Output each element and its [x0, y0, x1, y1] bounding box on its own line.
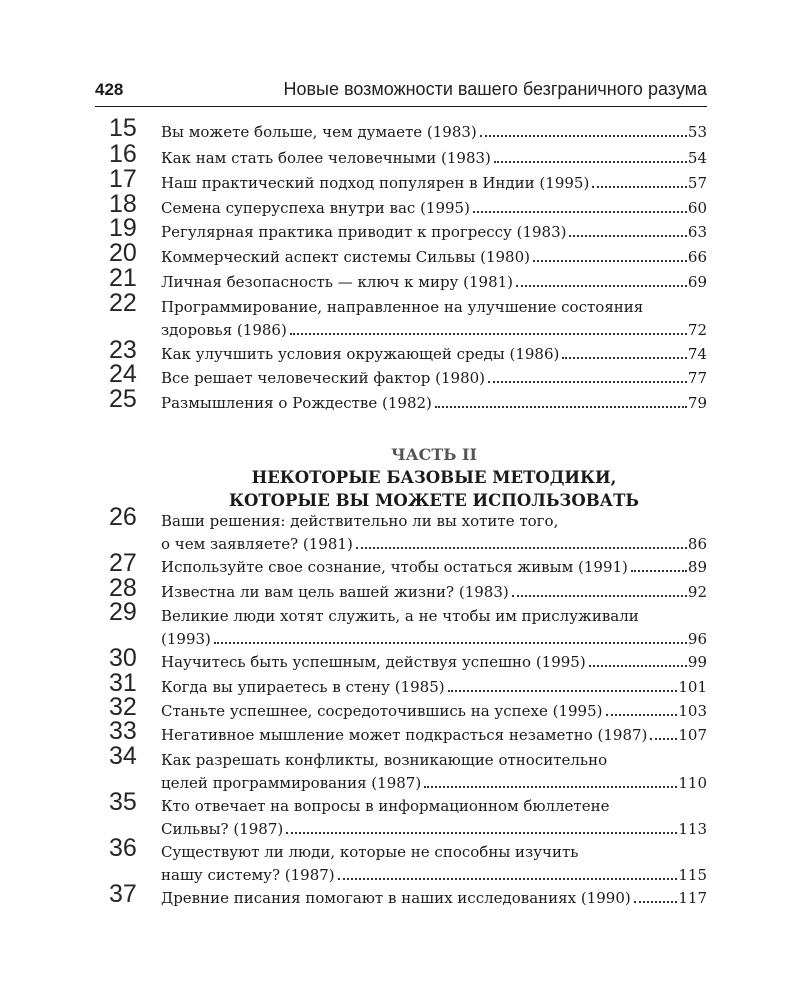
dot-leader — [512, 595, 687, 597]
page-ref: 110 — [678, 774, 707, 792]
dot-leader — [494, 161, 687, 163]
page-ref: 96 — [687, 630, 707, 648]
dot-leader — [589, 665, 687, 667]
chapter-title-line1: Кто отвечает на вопросы в информационном бюллетене — [161, 797, 610, 815]
dot-leader — [631, 570, 687, 572]
chapter-title: Наш практический подход популярен в Индии (1995) — [161, 174, 590, 192]
dot-leader — [562, 357, 687, 359]
chapter-number: 23 — [109, 336, 137, 364]
dot-leader — [286, 832, 677, 834]
chapter-title: Вы можете больше, чем думаете (1983) — [161, 123, 477, 141]
page-ref: 63 — [687, 223, 707, 241]
dot-leader — [606, 714, 678, 716]
chapter-number: 27 — [109, 549, 137, 577]
chapter-title: Станьте успешнее, сосредоточившись на успехе (1995) — [161, 702, 603, 720]
page-ref: 54 — [687, 149, 707, 167]
page-number: 428 — [95, 80, 124, 99]
dot-leader — [356, 547, 687, 549]
chapter-title-line1: Программирование, направленное на улучшение состояния — [161, 298, 644, 316]
part-label: ЧАСТЬ II — [390, 445, 478, 464]
page-ref: 72 — [687, 321, 707, 339]
chapter-number: 26 — [109, 503, 137, 531]
page-ref: 66 — [687, 248, 707, 266]
page-ref: 86 — [687, 535, 707, 553]
chapter-title: Негативное мышление может подкрасться незаметно (1987) — [161, 726, 648, 744]
chapter-title: Регулярная практика приводит к прогрессу (1983) — [161, 223, 567, 241]
chapter-title-line1: Существуют ли люди, которые не способны изучить — [161, 843, 579, 861]
page-ref: 74 — [687, 345, 707, 363]
chapter-title: Известна ли вам цель вашей жизни? (1983) — [161, 583, 509, 601]
chapter-number: 28 — [109, 574, 137, 602]
page-ref: 113 — [678, 820, 707, 838]
page-ref: 77 — [687, 369, 707, 387]
part-heading — [160, 444, 708, 512]
dot-leader — [214, 642, 687, 644]
chapter-title: Размышления о Рождестве (1982) — [161, 394, 432, 412]
part-title-line2: КОТОРЫЕ ВЫ МОЖЕТЕ ИСПОЛЬЗОВАТЬ — [228, 491, 639, 510]
page-ref: 53 — [687, 123, 707, 141]
chapter-title: (1993) — [161, 630, 211, 648]
chapter-title-line1: Ваши решения: действительно ли вы хотите того, — [161, 512, 559, 530]
chapter-number: 35 — [109, 788, 137, 816]
chapter-number: 20 — [109, 239, 137, 267]
chapter-title: о чем заявляете? (1981) — [161, 535, 353, 553]
chapter-number: 18 — [109, 190, 137, 218]
dot-leader — [480, 135, 687, 137]
chapter-number: 37 — [109, 880, 137, 908]
chapter-title: Когда вы упираетесь в стену (1985) — [161, 678, 445, 696]
chapter-title: Как нам стать более человечными (1983) — [161, 149, 491, 167]
page-ref: 79 — [687, 394, 707, 412]
chapter-title-line1: Как разрешать конфликты, возникающие относительно — [161, 751, 608, 769]
page-ref: 92 — [687, 583, 707, 601]
chapter-number: 30 — [109, 644, 137, 672]
chapter-number: 34 — [109, 742, 137, 770]
dot-leader — [290, 333, 687, 335]
chapter-title: целей программирования (1987) — [161, 774, 422, 792]
chapter-number: 16 — [109, 140, 137, 168]
dot-leader — [592, 186, 687, 188]
chapter-title: здоровья (1986) — [161, 321, 287, 339]
chapter-title-line1: Великие люди хотят служить, а не чтобы им прислуживали — [161, 607, 639, 625]
page-ref: 89 — [687, 558, 707, 576]
chapter-title: Сильвы? (1987) — [161, 820, 284, 838]
running-header — [95, 78, 707, 107]
page-ref: 101 — [678, 678, 707, 696]
chapter-number: 22 — [109, 289, 137, 317]
dot-leader — [338, 878, 678, 880]
dot-leader — [634, 901, 678, 903]
chapter-title: Древние писания помогают в наших исследованиях (1990) — [161, 889, 631, 907]
page-ref: 115 — [678, 866, 707, 884]
part-title-line1: НЕКОТОРЫЕ БАЗОВЫЕ МЕТОДИКИ, — [251, 468, 617, 487]
page-ref: 103 — [678, 702, 707, 720]
dot-leader — [533, 260, 687, 262]
page-ref: 117 — [678, 889, 707, 907]
page-ref: 69 — [687, 273, 707, 291]
chapter-number: 29 — [109, 598, 137, 626]
page-ref: 60 — [687, 199, 707, 217]
chapter-number: 25 — [109, 385, 137, 413]
page-ref: 57 — [687, 174, 707, 192]
chapter-title: Семена суперуспеха внутри вас (1995) — [161, 199, 470, 217]
dot-leader — [488, 381, 687, 383]
chapter-number: 36 — [109, 834, 137, 862]
page-ref: 107 — [678, 726, 707, 744]
dot-leader — [473, 211, 687, 213]
chapter-number: 32 — [109, 693, 137, 721]
dot-leader — [569, 235, 686, 237]
book-title: Новые возможности вашего безграничного разума — [283, 79, 707, 99]
chapter-number: 15 — [109, 114, 137, 142]
dot-leader — [424, 786, 677, 788]
chapter-title: Все решает человеческий фактор (1980) — [161, 369, 486, 387]
chapter-number: 17 — [109, 165, 137, 193]
chapter-number: 24 — [109, 360, 137, 388]
dot-leader — [516, 285, 687, 287]
chapter-title: Используйте свое сознание, чтобы остаться живым (1991) — [161, 558, 628, 576]
chapter-number: 21 — [109, 264, 137, 292]
chapter-number: 19 — [109, 214, 137, 242]
dot-leader — [650, 738, 677, 740]
chapter-title: Личная безопасность — ключ к миру (1981) — [161, 273, 514, 291]
chapter-number: 33 — [109, 717, 137, 745]
chapter-title: Как улучшить условия окружающей среды (1986) — [161, 345, 560, 363]
chapter-title: Научитесь быть успешным, действуя успешно (1995) — [161, 653, 586, 671]
chapter-number: 31 — [109, 669, 137, 697]
chapter-title: нашу систему? (1987) — [161, 866, 335, 884]
page-ref: 99 — [687, 653, 707, 671]
dot-leader — [448, 690, 678, 692]
chapter-title: Коммерческий аспект системы Сильвы (1980) — [161, 248, 530, 266]
dot-leader — [435, 406, 687, 408]
